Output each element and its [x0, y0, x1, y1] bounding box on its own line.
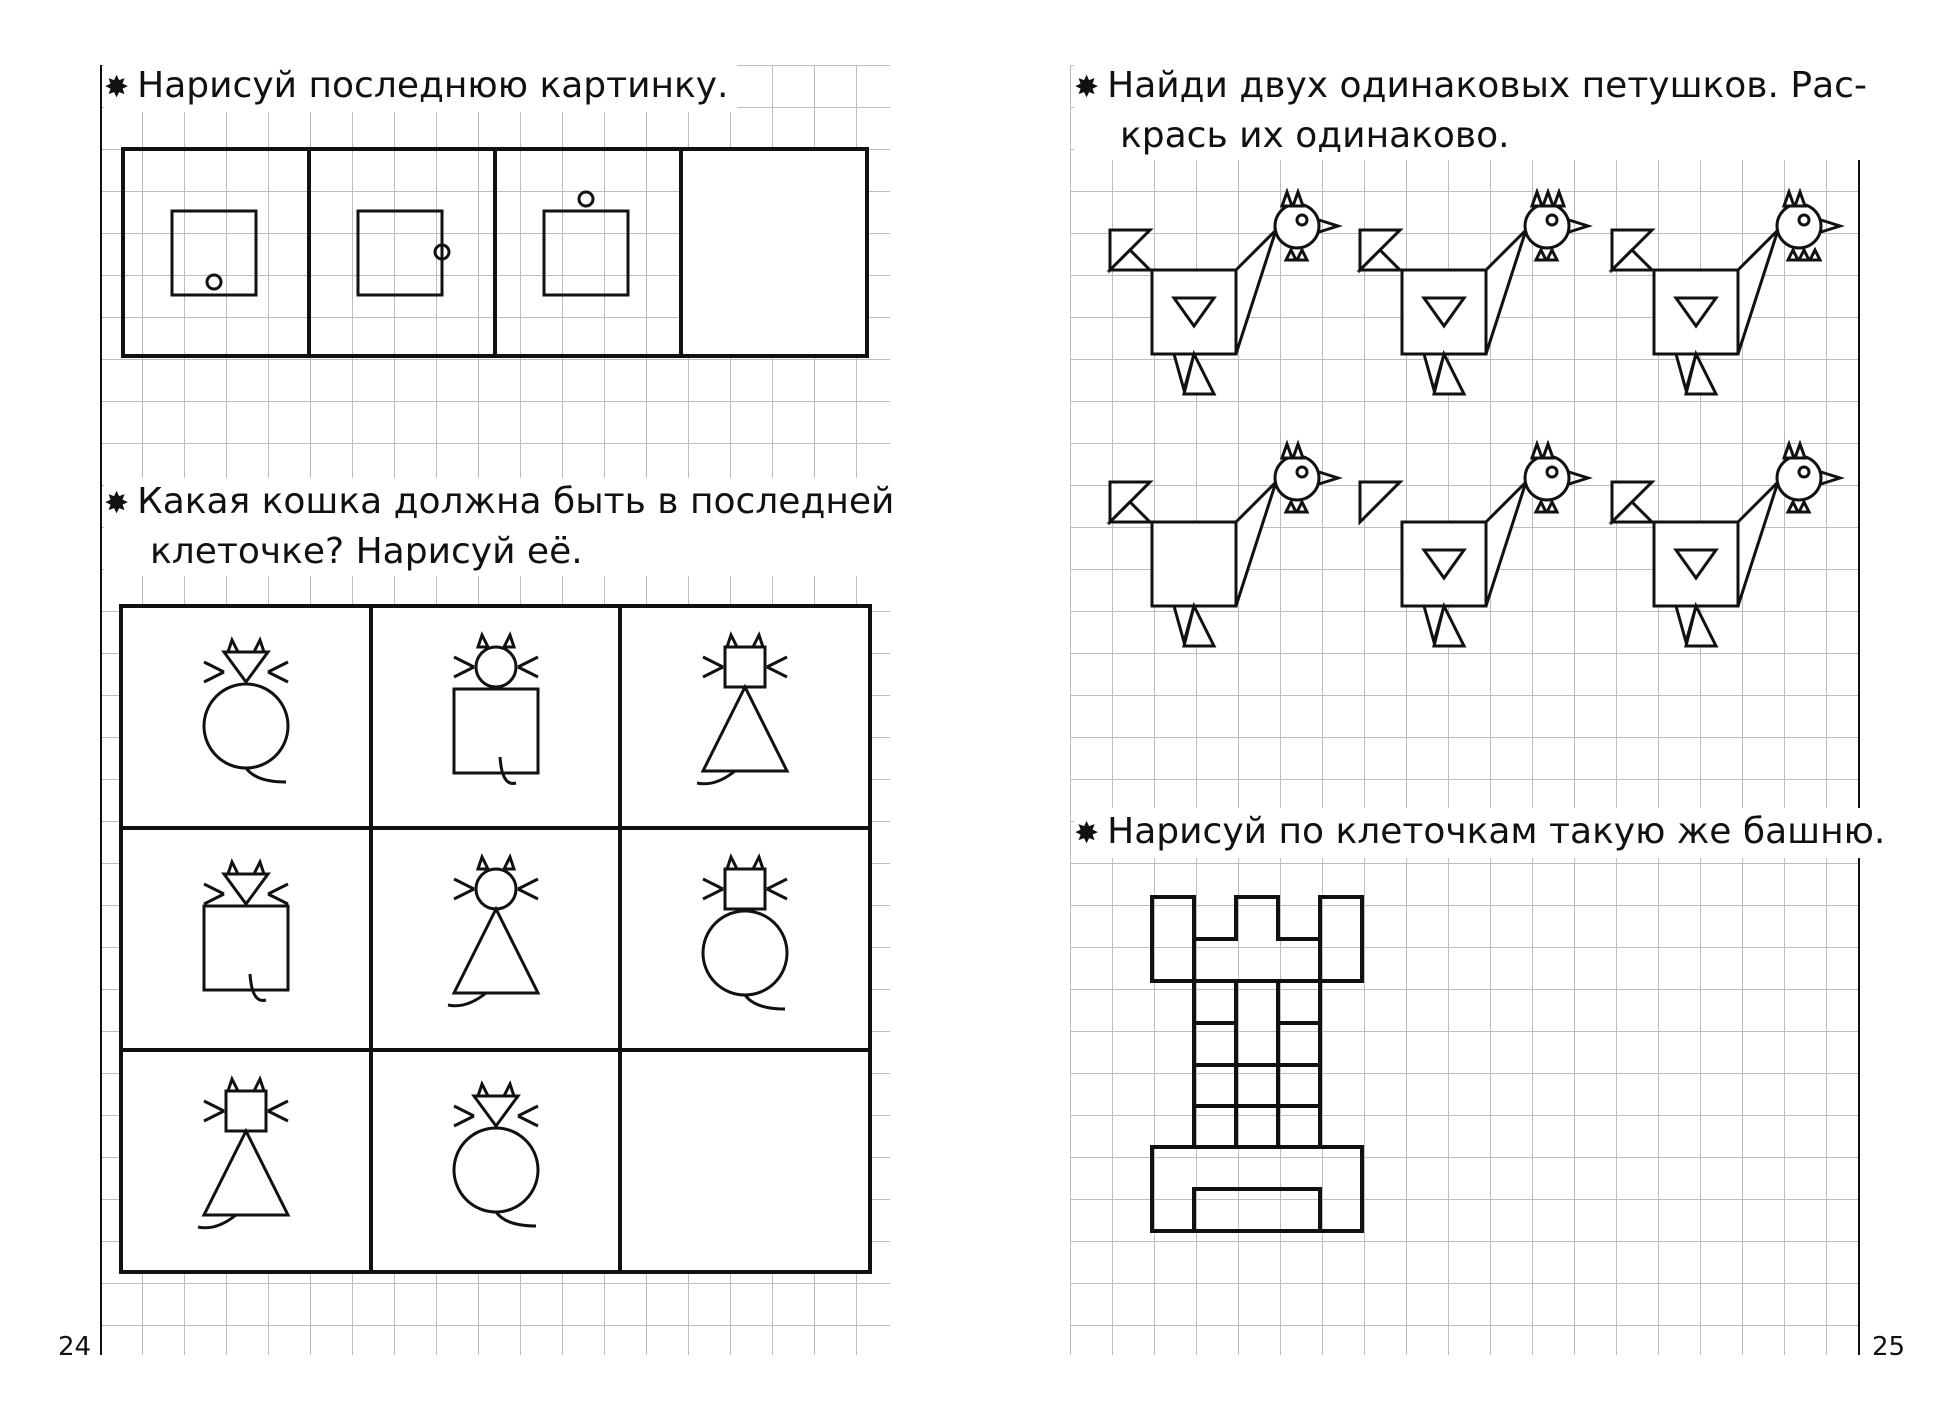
task-text-line2: клеточке? Нарисуй её.	[150, 531, 583, 572]
task-text: Нарисуй последнюю картинку.	[137, 65, 729, 106]
task-text: Нарисуй по клеточкам такую же башню.	[1107, 811, 1886, 852]
star-icon: ✸	[104, 486, 130, 521]
task-text-line1: Какая кошка должна быть в последней	[137, 481, 895, 522]
task-text-line1: Найди двух одинаковых петушков. Рас-	[1107, 65, 1867, 106]
tower-base-block	[1194, 1189, 1320, 1231]
task-text-line2: крась их одинаково.	[1120, 115, 1510, 156]
star-icon: ✸	[104, 70, 130, 105]
star-icon: ✸	[1074, 816, 1100, 851]
page-number-left: 24	[58, 1332, 92, 1362]
page-number-right: 25	[1872, 1332, 1906, 1362]
star-icon: ✸	[1074, 70, 1100, 105]
